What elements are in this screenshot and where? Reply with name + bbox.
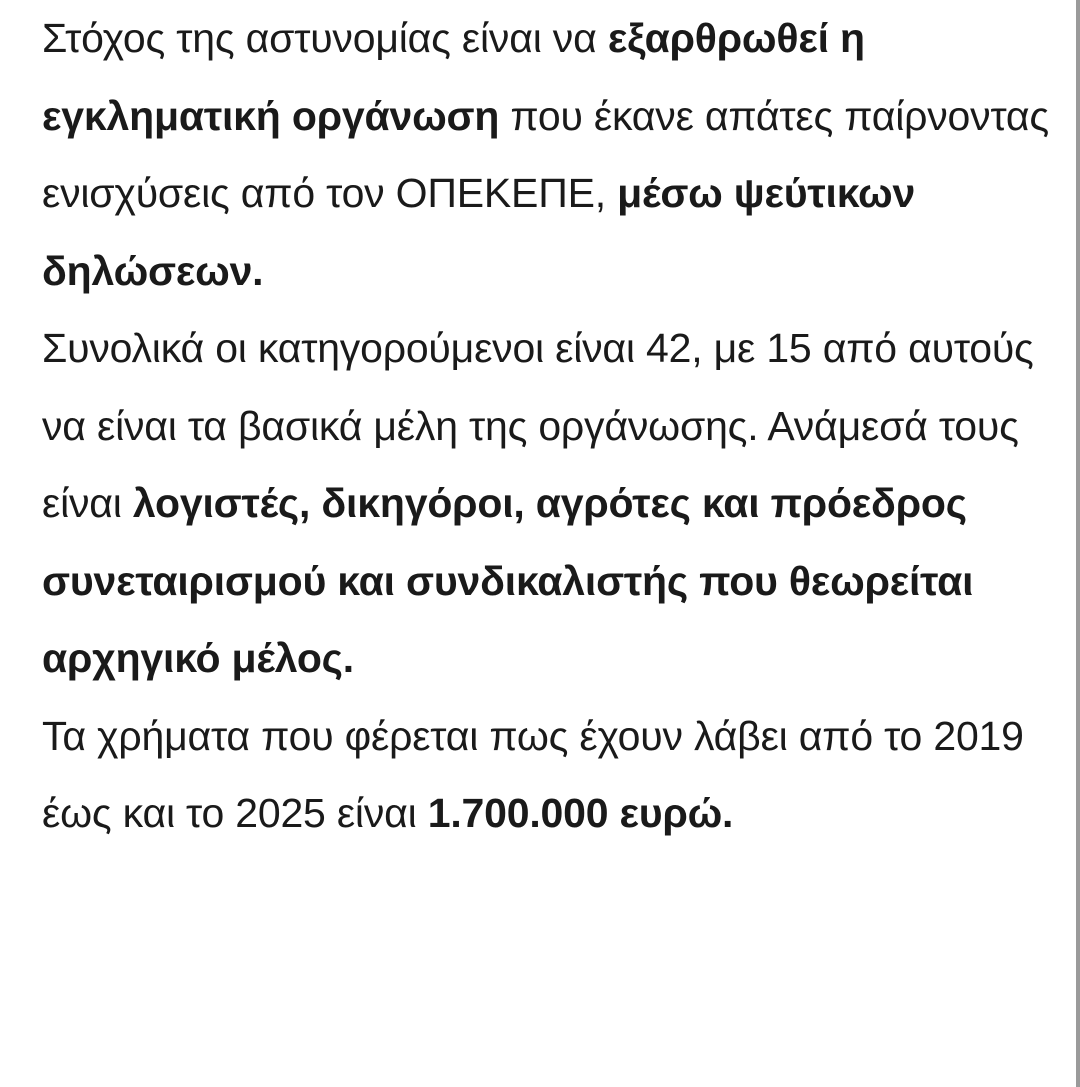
bold-segment: 1.700.000 ευρώ.	[427, 790, 734, 836]
paragraph-amount	[42, 698, 1052, 853]
bold-segment: λογιστές, δικηγόροι, αγρότες και πρόεδρος συνεταιρισμού και συνδικαλιστής που θεωρείται αρχηγικό μέλος.	[42, 480, 974, 681]
bold-segment: εξαρθρωθεί η εγκληματική οργάνωση	[42, 15, 865, 139]
paragraph-police-goal	[42, 0, 1052, 310]
text-segment: που έκανε απάτες παίρνοντας ενισχύσεις από τον ΟΠΕΚΕΠΕ,	[42, 92, 1049, 216]
text-segment: Συνολικά οι κατηγορούμενοι είναι 42, με 15 από αυτούς να είναι τα βασικά μέλη της οργάνωσης. Ανάμεσά τους είναι	[42, 325, 1034, 526]
paragraph-defendants	[42, 310, 1052, 698]
scroll-edge	[1076, 0, 1080, 1087]
text-segment: Τα χρήματα που φέρεται πως έχουν λάβει από το 2019 έως και το 2025 είναι	[42, 712, 1024, 836]
bold-segment: μέσω ψεύτικων δηλώσεων.	[42, 170, 916, 294]
article-body	[42, 0, 1052, 853]
text-segment: Στόχος της αστυνομίας είναι να	[42, 15, 608, 61]
